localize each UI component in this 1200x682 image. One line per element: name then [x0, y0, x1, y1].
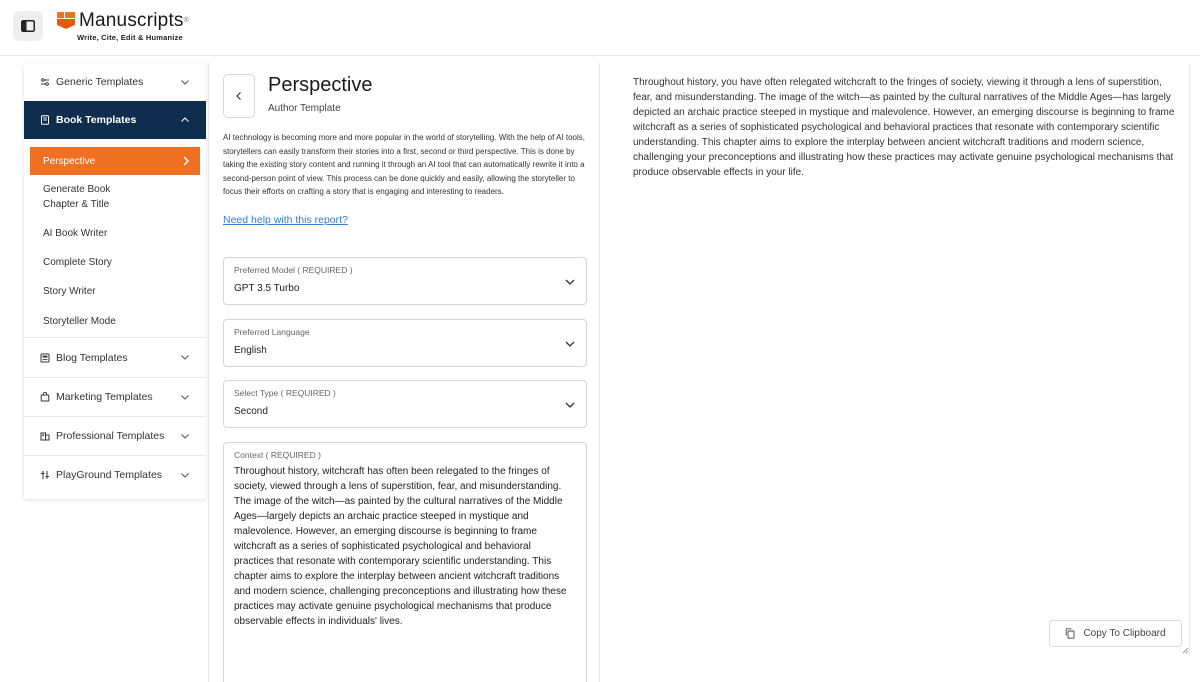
app-logo[interactable] [57, 10, 189, 42]
sidebar-category-label: Book Templates [56, 114, 137, 126]
chevron-down-icon [180, 431, 190, 441]
resize-handle-icon[interactable] [1181, 646, 1189, 654]
template-sidebar [24, 63, 206, 499]
sidebar-item-label: Generate Book Chapter & Title [43, 184, 111, 210]
field-label: Context ( REQUIRED ) [234, 450, 321, 460]
field-label: Preferred Language [234, 327, 310, 337]
sidebar-item-label: Story Writer [43, 286, 96, 297]
grid-icon [40, 470, 50, 480]
chevron-up-icon [180, 115, 190, 125]
context-textarea[interactable] [223, 442, 587, 682]
help-link[interactable]: Need help with this report? [223, 214, 348, 226]
blog-icon [40, 353, 50, 363]
sidebar-category-label: PlayGround Templates [56, 469, 163, 481]
logo-mark-icon [57, 12, 75, 30]
chevron-down-icon [180, 470, 190, 480]
select-type-select[interactable] [223, 380, 587, 428]
back-button[interactable] [223, 74, 255, 118]
building-icon [40, 431, 50, 441]
chevron-down-icon [180, 77, 190, 87]
app-name: Manuscripts [79, 10, 184, 32]
sidebar-item-label: Perspective [43, 155, 96, 167]
chevron-left-icon [235, 91, 243, 101]
template-form-panel [208, 63, 600, 682]
page-title: Perspective [268, 74, 373, 96]
sidebar-item-generate-book-chapter[interactable] [24, 175, 206, 219]
chevron-down-icon [180, 352, 190, 362]
sidebar-item-story-writer[interactable] [24, 277, 206, 306]
sidebar-item-label: Storyteller Mode [43, 316, 116, 327]
sidebar-category-label: Blog Templates [56, 351, 128, 364]
context-text[interactable]: Throughout history, witchcraft has often been relegated to the fringes of society, viewed through a lens of superstition, fear, and misunderstanding. The image of the witch—as painted by the cultural narratives of the Middle Ages—largely depicts an archaic practice steeped in mystique and malevolence. However, an emerging discourse is beginning to frame witchcraft as a series of sophisticated psychological and behavioral practices that resonate with contemporary scientific understanding. This chapter aims to explore the interplay between ancient witchcraft traditions and modern science, challenging preconceptions and illustrating how these practices may activate genuine psychological mechanisms that produce observable effects in individuals' lives. [234, 466, 567, 627]
sidebar-item-complete-story[interactable] [24, 248, 206, 277]
book-icon [40, 115, 50, 125]
registered-mark: ® [183, 17, 189, 24]
copy-to-clipboard-button[interactable] [1049, 620, 1182, 647]
sidebar-category-marketing[interactable] [24, 377, 206, 416]
field-value: English [234, 345, 267, 356]
sidebar-item-ai-book-writer[interactable] [24, 219, 206, 248]
field-value: Second [234, 406, 268, 417]
copy-icon [1065, 628, 1075, 639]
preferred-language-select[interactable] [223, 319, 587, 367]
field-label: Preferred Model ( REQUIRED ) [234, 265, 353, 275]
sidebar-category-book[interactable] [24, 101, 206, 139]
sidebar-category-label: Marketing Templates [56, 391, 153, 403]
sidebar-item-label: Complete Story [43, 257, 112, 268]
field-value: GPT 3.5 Turbo [234, 283, 300, 294]
chevron-down-icon [565, 340, 575, 348]
chevron-right-icon [182, 155, 190, 167]
chevron-down-icon [565, 278, 575, 286]
chevron-down-icon [180, 392, 190, 402]
sidebar-category-generic[interactable] [24, 63, 206, 101]
sidebar-toggle-icon [21, 20, 35, 32]
template-description: AI technology is becoming more and more popular in the world of storytelling. With the help of AI tools, storytellers can easily transform their stories into a first, second or third perspective. This is done by taking the existing story content and running it through an AI tool that can automatically rewrite it into a second-person point of view. This process can be done quickly and easily, allowing the storyteller to focus their efforts on crafting a story that is engaging and interesting to readers. [223, 133, 585, 197]
field-label: Select Type ( REQUIRED ) [234, 388, 336, 398]
chevron-down-icon [565, 401, 575, 409]
copy-button-label: Copy To Clipboard [1083, 628, 1166, 639]
page-subtitle: Author Template [268, 103, 341, 114]
sliders-icon [40, 77, 50, 87]
sidebar-category-label: Professional Templates [56, 430, 165, 442]
preferred-model-select[interactable] [223, 257, 587, 305]
sidebar-category-playground[interactable] [24, 455, 206, 494]
top-bar [0, 0, 1200, 56]
sidebar-category-professional[interactable] [24, 416, 206, 455]
output-text[interactable]: Throughout history, you have often relegated witchcraft to the fringes of society, viewing it through a lens of superstition, fear, and misunderstanding. The image of the witch—as painted by the cultural narratives of the Middle Ages—has largely depicted an archaic practice steeped in mystique and malevolence. However, an emerging discourse is beginning to frame witchcraft as a series of sophisticated psychological and behavioral practices that resonate with contemporary scientific understanding. This chapter aims to explore the interplay between ancient witchcraft traditions and modern science, challenging your preconceptions and illustrating how these practices may activate genuine psychological mechanisms that produce observable effects in your life. [633, 77, 1175, 178]
sidebar-item-storyteller-mode[interactable] [24, 306, 206, 337]
sidebar-item-label: AI Book Writer [43, 228, 108, 239]
app-tagline: Write, Cite, Edit & Humanize [77, 33, 183, 43]
sidebar-item-perspective[interactable] [30, 147, 200, 175]
sidebar-category-label: Generic Templates [56, 76, 144, 88]
output-panel [619, 63, 1190, 655]
sidebar-toggle-button[interactable] [13, 11, 43, 41]
sidebar-category-blog[interactable] [24, 337, 206, 377]
shopping-bag-icon [40, 392, 50, 402]
